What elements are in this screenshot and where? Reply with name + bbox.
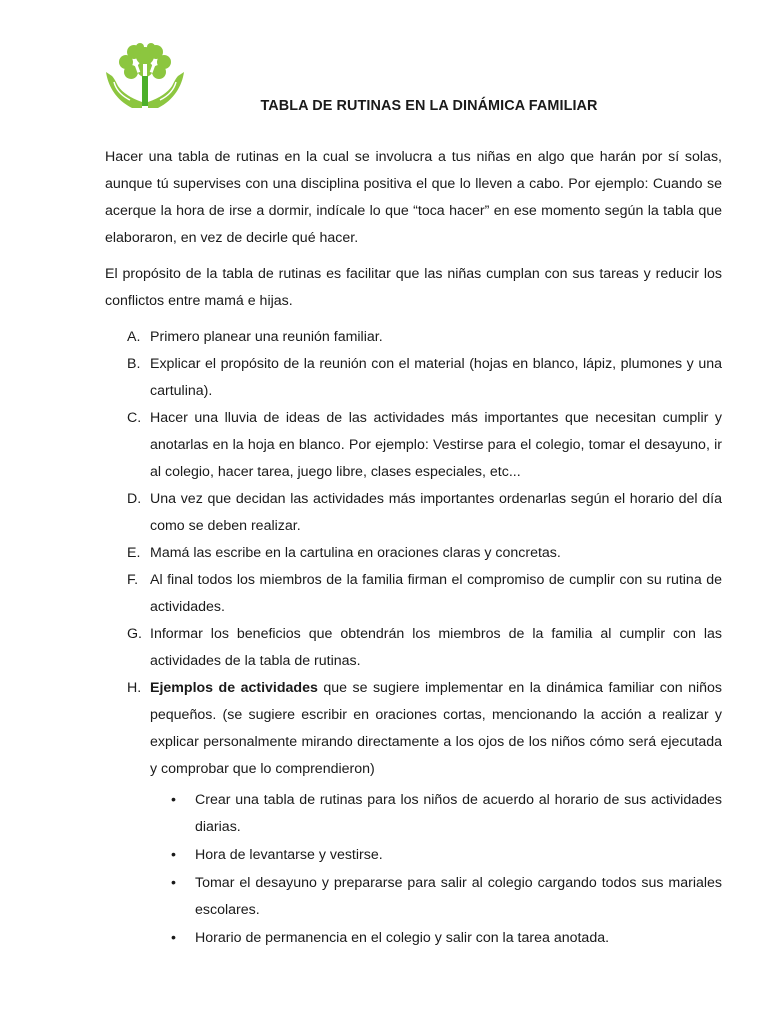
list-marker: B. [127, 356, 141, 372]
list-item [105, 351, 722, 405]
bullet-icon: • [171, 847, 176, 863]
bullet-item [150, 787, 722, 841]
list-item [105, 567, 722, 621]
examples-heading: Ejemplos de actividades [150, 680, 318, 696]
bullet-icon: • [171, 875, 176, 891]
list-item [105, 621, 722, 675]
bullet-text: Hora de levantarse y vestirse. [195, 847, 383, 863]
list-marker: G. [127, 626, 142, 642]
intro-paragraph: Hacer una tabla de rutinas en la cual se involucra a tus niñas en algo que harán por sí solas, aunque tú supervises con una disciplina positiva el que lo lleven a cabo. Por ejemplo: Cuando se acerque la hora de irse a dormir, indícale lo que “toca hacer” en ese momento según la tabla que elaboraron, en vez de decirle qué hacer. [105, 149, 722, 246]
list-marker: H. [127, 680, 142, 696]
list-marker: A. [127, 329, 141, 345]
list-item-examples [105, 675, 722, 952]
list-item-text: Hacer una lluvia de ideas de las actividades más importantes que necesitan cumplir y anotarlas en la hoja en blanco. Por ejemplo: Vestirse para el colegio, tomar el desayuno, ir al colegio, hacer tarea, juego libre, clases especiales, etc... [150, 410, 722, 480]
examples-bullet-list [150, 787, 722, 952]
list-item [105, 324, 722, 351]
list-item-text: Primero planear una reunión familiar. [150, 329, 383, 345]
bullet-item [150, 925, 722, 952]
document-body [105, 144, 722, 953]
list-item [105, 405, 722, 486]
bullet-icon: • [171, 792, 176, 808]
bullet-text: Horario de permanencia en el colegio y salir con la tarea anotada. [195, 930, 610, 946]
document-title: TABLA DE RUTINAS EN LA DINÁMICA FAMILIAR [260, 98, 598, 114]
bullet-item [150, 842, 722, 869]
list-item-text: Explicar el propósito de la reunión con el material (hojas en blanco, lápiz, plumones y una cartulina). [150, 356, 722, 399]
list-item-text: Informar los beneficios que obtendrán los miembros de la familia al cumplir con las actividades de la tabla de rutinas. [150, 626, 722, 669]
bullet-item [150, 870, 722, 924]
list-item-text: Al final todos los miembros de la familia firman el compromiso de cumplir con su rutina de actividades. [150, 572, 722, 615]
bullet-text: Tomar el desayuno y prepararse para salir al colegio cargando todos sus mariales escolares. [195, 875, 722, 918]
list-marker: C. [127, 410, 142, 426]
list-marker: D. [127, 491, 142, 507]
bullet-icon: • [171, 930, 176, 946]
list-marker: E. [127, 545, 141, 561]
list-marker: F. [127, 572, 139, 588]
bullet-text: Crear una tabla de rutinas para los niños de acuerdo al horario de sus actividades diarias. [195, 792, 722, 835]
intro-paragraph: El propósito de la tabla de rutinas es facilitar que las niñas cumplan con sus tareas y reducir los conflictos entre mamá e hijas. [105, 266, 722, 309]
list-item [105, 486, 722, 540]
list-item-text: que se sugiere implementar en la dinámica familiar con niños pequeños. (se sugiere escribir en oraciones cortas, mencionando la acción a realizar y explicar personalmente mirando directamente a los ojos de los niños cómo será ejecutada y comprobar que lo comprendieron) [150, 680, 722, 777]
list-item [105, 540, 722, 567]
steps-list [105, 324, 722, 952]
list-item-text: Una vez que decidan las actividades más importantes ordenarlas según el horario del día como se deben realizar. [150, 491, 722, 534]
list-item-text: Mamá las escribe en la cartulina en oraciones claras y concretas. [150, 545, 561, 561]
